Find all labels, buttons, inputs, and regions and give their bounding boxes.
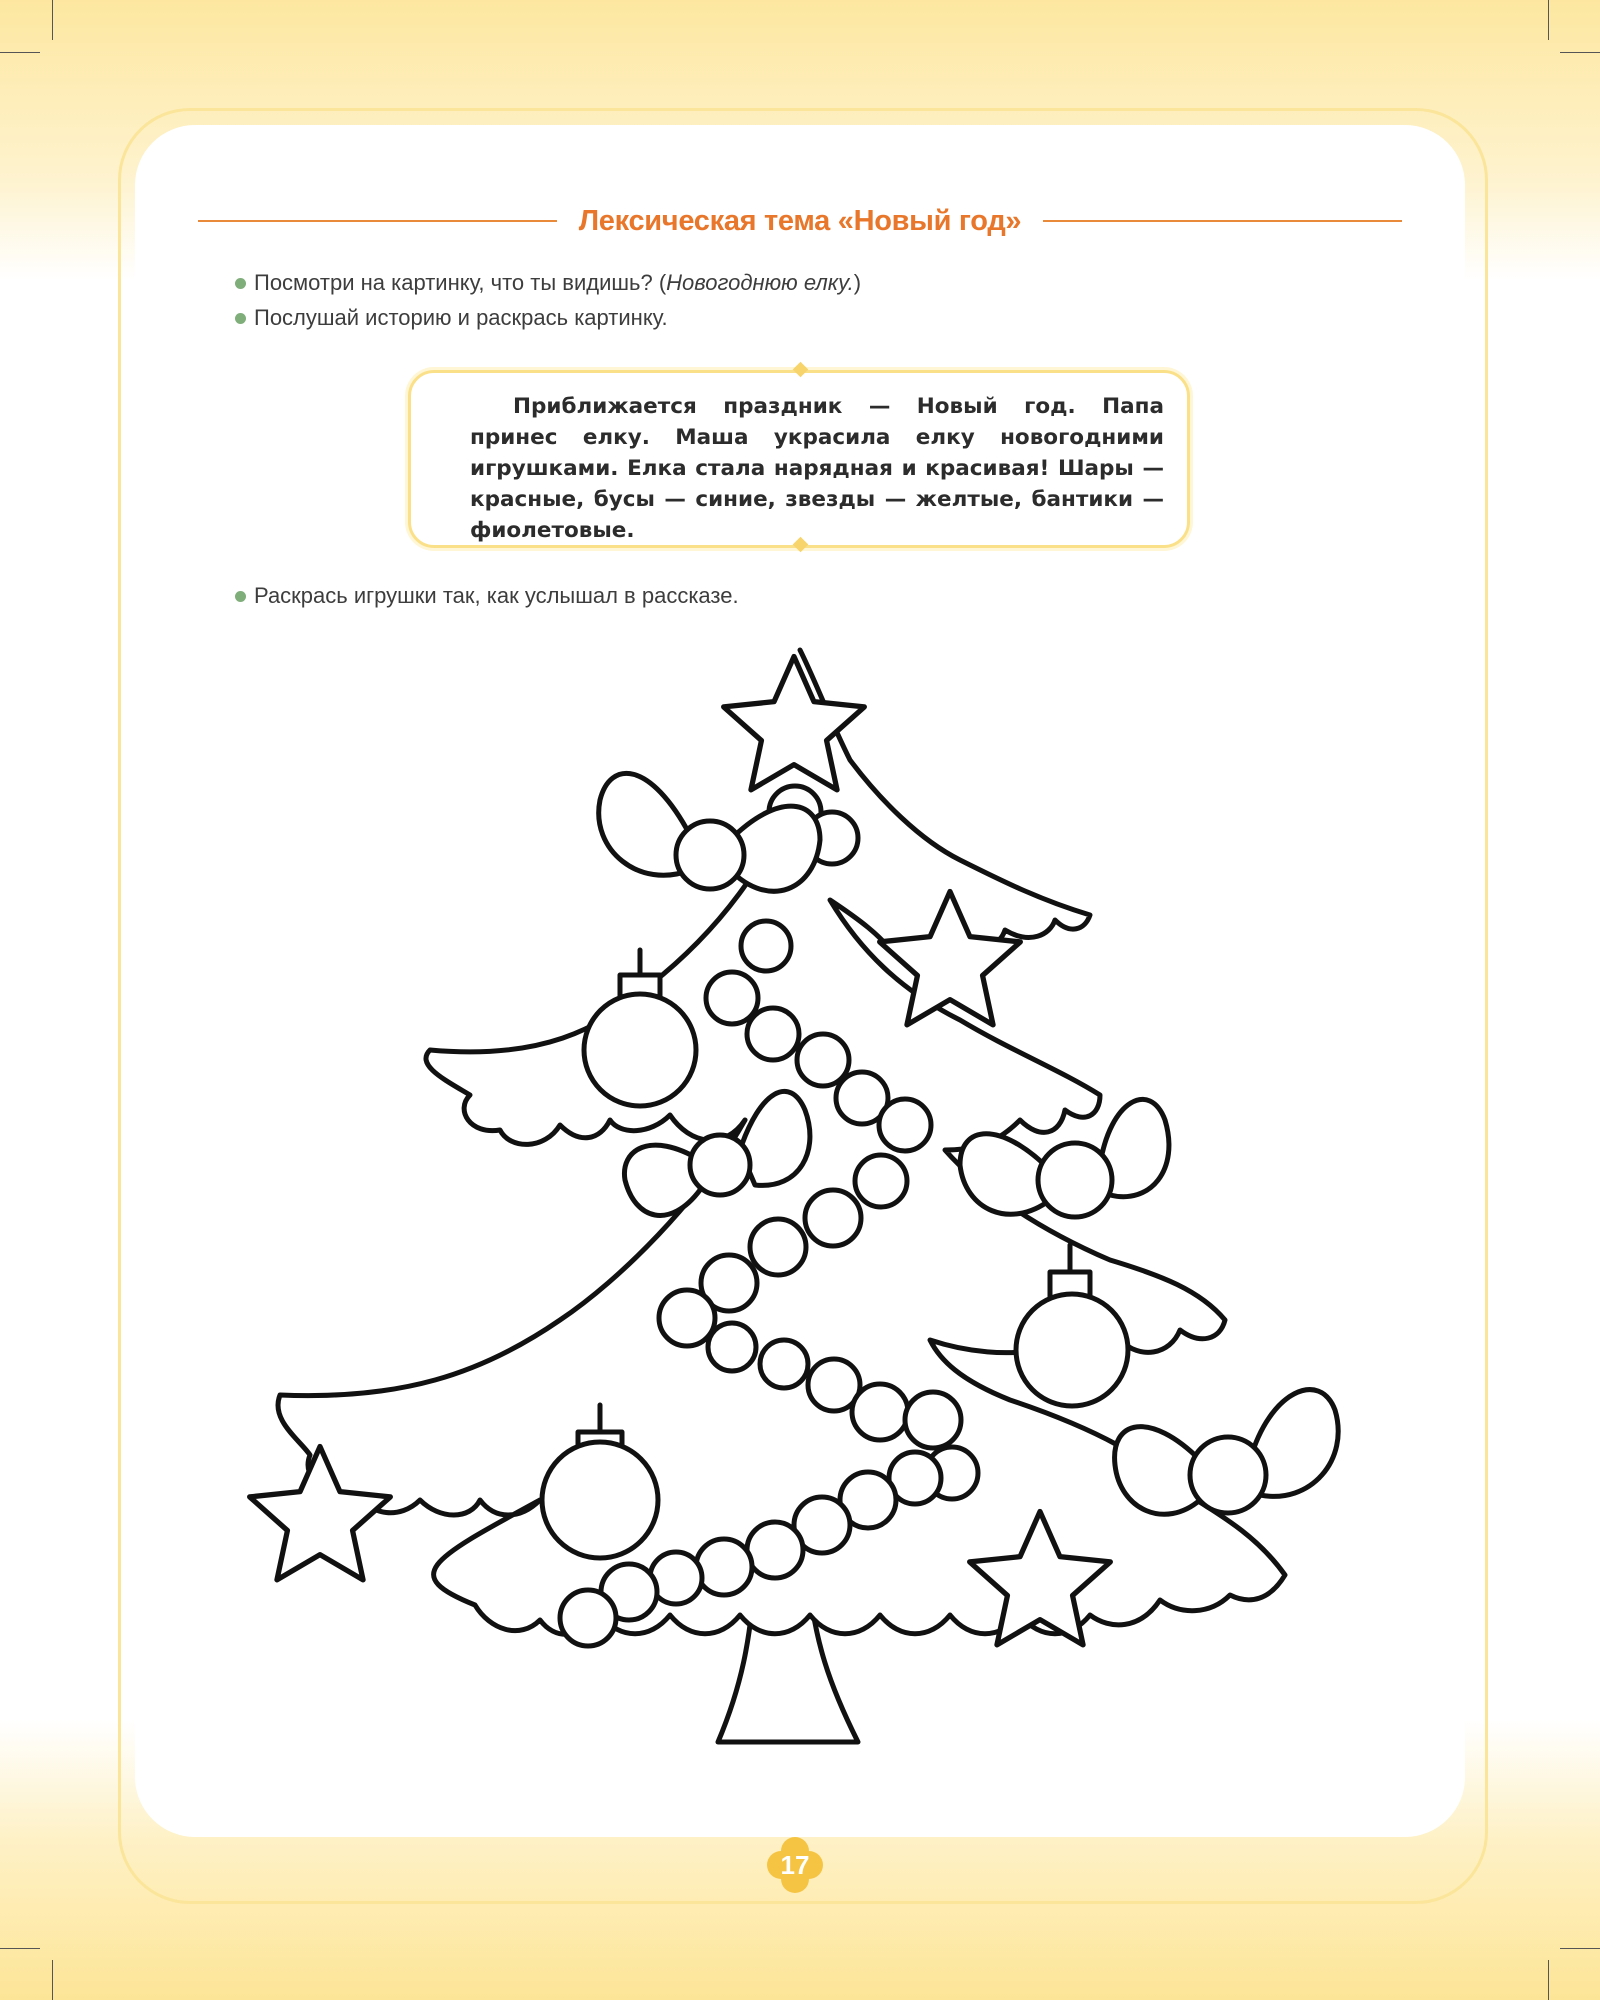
- page-number: 17: [780, 1849, 810, 1880]
- story-text: Приближается праздник — Новый год. Папа принес елку. Маша украсила елку новогодними игрушками. Елка стала нарядная и красивая! Шары — красные, бусы — синие, звезды — желтые, бантики — фиолетовые.: [470, 394, 1164, 543]
- instruction-1-hint: Новогоднюю елку.: [666, 270, 854, 295]
- instruction-3-text: Раскрась игрушки так, как услышал в рассказе.: [254, 583, 739, 608]
- bow-icon: [1115, 1390, 1339, 1515]
- instruction-1-text: Посмотри на картинку, что ты видишь? (: [254, 270, 667, 295]
- page-title: Лексическая тема «Новый год»: [578, 204, 1022, 237]
- instruction-2-text: Послушай историю и раскрась картинку.: [254, 305, 668, 330]
- instruction-1-close: ): [853, 270, 862, 295]
